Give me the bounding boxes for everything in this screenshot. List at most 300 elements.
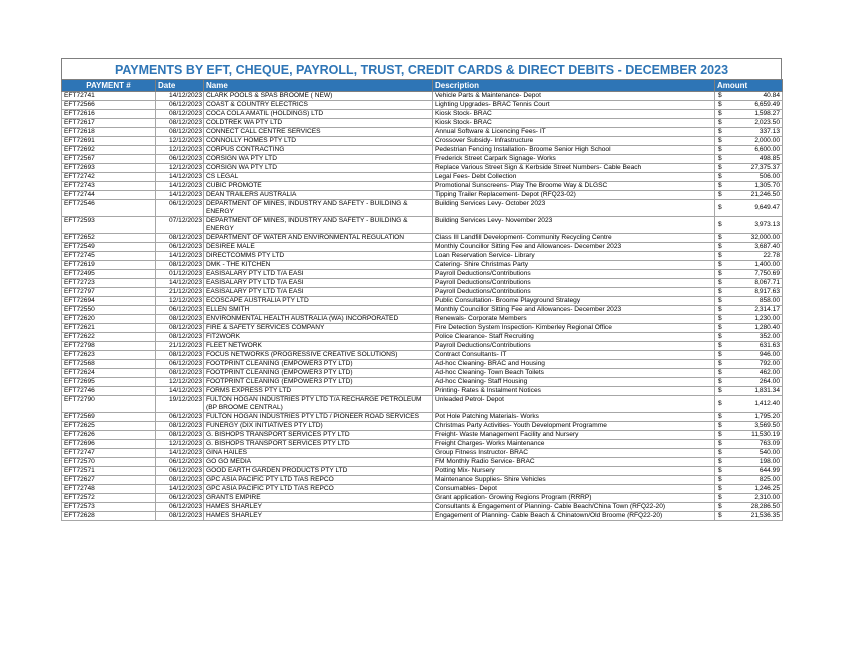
currency-symbol: $ xyxy=(718,173,722,180)
currency-symbol: $ xyxy=(718,306,722,313)
currency-symbol: $ xyxy=(718,458,722,465)
cell-payment-number: EFT72624 xyxy=(62,369,156,378)
table-row xyxy=(62,110,783,119)
currency-symbol: $ xyxy=(718,485,722,492)
cell-amount xyxy=(715,360,783,369)
cell-name: HAMES SHARLEY xyxy=(204,512,433,521)
cell-amount xyxy=(715,476,783,485)
table-row xyxy=(62,315,783,324)
cell-amount xyxy=(715,440,783,449)
currency-symbol: $ xyxy=(718,387,722,394)
cell-description: Kiosk Stock- BRAC xyxy=(433,110,715,119)
cell-description: Grant application- Growing Regions Program (RRRP) xyxy=(433,494,715,503)
cell-amount xyxy=(715,306,783,315)
cell-amount xyxy=(715,155,783,164)
cell-name: FIT2WORK xyxy=(204,333,433,342)
cell-name: CORSIGN WA PTY LTD xyxy=(204,164,433,173)
cell-date: 08/12/2023 xyxy=(156,333,204,342)
cell-amount xyxy=(715,164,783,173)
cell-payment-number: EFT72652 xyxy=(62,234,156,243)
cell-name: FUNERGY (DIX INITIATIVES PTY LTD) xyxy=(204,422,433,431)
cell-payment-number: EFT72619 xyxy=(62,261,156,270)
cell-payment-number: EFT72744 xyxy=(62,191,156,200)
cell-amount xyxy=(715,396,783,413)
cell-payment-number: EFT72692 xyxy=(62,146,156,155)
cell-payment-number: EFT72623 xyxy=(62,351,156,360)
cell-description: Consultants & Engagement of Planning- Cable Beach/China Town (RFQ22-20) xyxy=(433,503,715,512)
page-title: PAYMENTS BY EFT, CHEQUE, PAYROLL, TRUST, CREDIT CARDS & DIRECT DEBITS - DECEMBER 2023 xyxy=(61,58,782,79)
table-row xyxy=(62,270,783,279)
table-row xyxy=(62,182,783,191)
cell-description: Payroll Deductions/Contributions xyxy=(433,270,715,279)
cell-payment-number: EFT72797 xyxy=(62,288,156,297)
amount-value: 858.00 xyxy=(759,297,780,304)
cell-description: FM Monthly Radio Service- BRAC xyxy=(433,458,715,467)
cell-description: Police Clearance- Staff Recruiting xyxy=(433,333,715,342)
cell-date: 08/12/2023 xyxy=(156,234,204,243)
cell-payment-number: EFT72798 xyxy=(62,342,156,351)
cell-payment-number: EFT72626 xyxy=(62,431,156,440)
cell-payment-number: EFT72622 xyxy=(62,333,156,342)
cell-amount xyxy=(715,297,783,306)
currency-symbol: $ xyxy=(718,92,722,99)
table-row xyxy=(62,288,783,297)
currency-symbol: $ xyxy=(718,204,722,211)
cell-description: Contract Consultants- IT xyxy=(433,351,715,360)
amount-value: 22.78 xyxy=(763,252,780,259)
cell-date: 01/12/2023 xyxy=(156,270,204,279)
cell-description: Ad-hoc Cleaning- Staff Housing xyxy=(433,378,715,387)
cell-name: EASISALARY PTY LTD T/A EASI xyxy=(204,288,433,297)
cell-name: ECOSCAPE AUSTRALIA PTY LTD xyxy=(204,297,433,306)
cell-description: Consumables- Depot xyxy=(433,485,715,494)
cell-date: 06/12/2023 xyxy=(156,155,204,164)
amount-value: 1,795.20 xyxy=(754,413,780,420)
payments-sheet xyxy=(61,58,782,521)
table-row xyxy=(62,279,783,288)
cell-description: Replace Various Street Sign & Kerbside Street Numbers- Cable Beach xyxy=(433,164,715,173)
cell-description: Group Fitness Instructor- BRAC xyxy=(433,449,715,458)
cell-name: GOOD EARTH GARDEN PRODUCTS PTY LTD xyxy=(204,467,433,476)
cell-name: GO GO MEDIA xyxy=(204,458,433,467)
table-row xyxy=(62,351,783,360)
cell-name: DMK - THE KITCHEN xyxy=(204,261,433,270)
cell-description: Kiosk Stock- BRAC xyxy=(433,119,715,128)
table-row xyxy=(62,431,783,440)
cell-name: FOOTPRINT CLEANING (EMPOWER3 PTY LTD) xyxy=(204,369,433,378)
cell-payment-number: EFT72743 xyxy=(62,182,156,191)
cell-payment-number: EFT72593 xyxy=(62,217,156,234)
cell-date: 14/12/2023 xyxy=(156,252,204,261)
amount-value: 1,246.25 xyxy=(754,485,780,492)
cell-description: Building Services Levy- November 2023 xyxy=(433,217,715,234)
table-row xyxy=(62,476,783,485)
table-row xyxy=(62,200,783,217)
cell-description: Ad-hoc Cleaning- Town Beach Toilets xyxy=(433,369,715,378)
amount-value: 1,831.34 xyxy=(754,387,780,394)
cell-amount xyxy=(715,101,783,110)
table-row xyxy=(62,467,783,476)
amount-value: 8,917.63 xyxy=(754,288,780,295)
cell-amount xyxy=(715,252,783,261)
cell-date: 07/12/2023 xyxy=(156,217,204,234)
amount-value: 337.13 xyxy=(759,128,780,135)
cell-name: CLARK POOLS & SPAS BROOME ( NEW) xyxy=(204,92,433,101)
cell-amount xyxy=(715,217,783,234)
table-row xyxy=(62,342,783,351)
cell-date: 14/12/2023 xyxy=(156,182,204,191)
currency-symbol: $ xyxy=(718,512,722,519)
currency-symbol: $ xyxy=(718,360,722,367)
cell-payment-number: EFT72748 xyxy=(62,485,156,494)
cell-date: 08/12/2023 xyxy=(156,512,204,521)
amount-value: 2,310.00 xyxy=(754,494,780,501)
table-row xyxy=(62,387,783,396)
table-row xyxy=(62,164,783,173)
table-row xyxy=(62,503,783,512)
cell-description: Pedestrian Fencing Installation- Broome Senior High School xyxy=(433,146,715,155)
cell-date: 08/12/2023 xyxy=(156,324,204,333)
table-row xyxy=(62,252,783,261)
currency-symbol: $ xyxy=(718,315,722,322)
amount-value: 825.00 xyxy=(759,476,780,483)
cell-name: FOOTPRINT CLEANING (EMPOWER3 PTY LTD) xyxy=(204,360,433,369)
amount-value: 27,375.37 xyxy=(750,164,780,171)
cell-amount xyxy=(715,512,783,521)
currency-symbol: $ xyxy=(718,476,722,483)
cell-payment-number: EFT72620 xyxy=(62,315,156,324)
amount-value: 7,750.69 xyxy=(754,270,780,277)
currency-symbol: $ xyxy=(718,467,722,474)
currency-symbol: $ xyxy=(718,297,722,304)
cell-description: Annual Software & Licencing Fees- IT xyxy=(433,128,715,137)
cell-amount xyxy=(715,92,783,101)
cell-date: 19/12/2023 xyxy=(156,396,204,413)
cell-description: Crossover Subsidy- Infrastructure xyxy=(433,137,715,146)
cell-description: Maintenance Supplies- Shire Vehicles xyxy=(433,476,715,485)
cell-date: 08/12/2023 xyxy=(156,431,204,440)
cell-description: Freight Charges- Works Maintenance xyxy=(433,440,715,449)
cell-amount xyxy=(715,351,783,360)
cell-amount xyxy=(715,137,783,146)
cell-date: 08/12/2023 xyxy=(156,261,204,270)
currency-symbol: $ xyxy=(718,324,722,331)
amount-value: 792.00 xyxy=(759,360,780,367)
cell-amount xyxy=(715,261,783,270)
table-row xyxy=(62,155,783,164)
cell-amount xyxy=(715,342,783,351)
cell-name: DESIREE MALE xyxy=(204,243,433,252)
table-row xyxy=(62,146,783,155)
cell-date: 14/12/2023 xyxy=(156,191,204,200)
cell-amount xyxy=(715,458,783,467)
header-date: Date xyxy=(156,80,204,92)
cell-amount xyxy=(715,494,783,503)
cell-amount xyxy=(715,413,783,422)
currency-symbol: $ xyxy=(718,279,722,286)
cell-payment-number: EFT72746 xyxy=(62,387,156,396)
cell-amount xyxy=(715,119,783,128)
cell-name: HAMES SHARLEY xyxy=(204,503,433,512)
amount-value: 506.00 xyxy=(759,173,780,180)
table-row xyxy=(62,494,783,503)
cell-date: 21/12/2023 xyxy=(156,288,204,297)
table-header-row xyxy=(62,80,783,92)
cell-date: 06/12/2023 xyxy=(156,306,204,315)
table-row xyxy=(62,378,783,387)
cell-description: Renewals- Corporate Members xyxy=(433,315,715,324)
cell-date: 14/12/2023 xyxy=(156,173,204,182)
cell-payment-number: EFT72617 xyxy=(62,119,156,128)
cell-payment-number: EFT72621 xyxy=(62,324,156,333)
cell-payment-number: EFT72627 xyxy=(62,476,156,485)
cell-payment-number: EFT72723 xyxy=(62,279,156,288)
table-row xyxy=(62,191,783,200)
currency-symbol: $ xyxy=(718,342,722,349)
amount-value: 6,600.00 xyxy=(754,146,780,153)
currency-symbol: $ xyxy=(718,351,722,358)
table-row xyxy=(62,413,783,422)
table-row xyxy=(62,243,783,252)
cell-payment-number: EFT72741 xyxy=(62,92,156,101)
cell-payment-number: EFT72568 xyxy=(62,360,156,369)
amount-value: 21,246.50 xyxy=(750,191,780,198)
currency-symbol: $ xyxy=(718,101,722,108)
cell-amount xyxy=(715,234,783,243)
amount-value: 3,569.50 xyxy=(754,422,780,429)
cell-amount xyxy=(715,191,783,200)
currency-symbol: $ xyxy=(718,369,722,376)
cell-amount xyxy=(715,182,783,191)
cell-amount xyxy=(715,146,783,155)
currency-symbol: $ xyxy=(718,400,722,407)
cell-description: Pot Hole Patching Materials- Works xyxy=(433,413,715,422)
cell-name: DEAN TRAILERS AUSTRALIA xyxy=(204,191,433,200)
amount-value: 498.85 xyxy=(759,155,780,162)
cell-date: 12/12/2023 xyxy=(156,378,204,387)
table-row xyxy=(62,324,783,333)
cell-date: 14/12/2023 xyxy=(156,92,204,101)
cell-description: Christmas Party Activities- Youth Development Programme xyxy=(433,422,715,431)
amount-value: 198.00 xyxy=(759,458,780,465)
cell-name: COCA COLA AMATIL (HOLDINGS) LTD xyxy=(204,110,433,119)
cell-name: COLDTREK WA PTY LTD xyxy=(204,119,433,128)
cell-name: FIRE & SAFETY SERVICES COMPANY xyxy=(204,324,433,333)
amount-value: 264.00 xyxy=(759,378,780,385)
table-row xyxy=(62,101,783,110)
table-row xyxy=(62,137,783,146)
cell-amount xyxy=(715,467,783,476)
cell-amount xyxy=(715,449,783,458)
cell-payment-number: EFT72550 xyxy=(62,306,156,315)
amount-value: 540.00 xyxy=(759,449,780,456)
cell-payment-number: EFT72693 xyxy=(62,164,156,173)
amount-value: 2,023.50 xyxy=(754,119,780,126)
cell-payment-number: EFT72625 xyxy=(62,422,156,431)
currency-symbol: $ xyxy=(718,155,722,162)
cell-description: Building Services Levy- October 2023 xyxy=(433,200,715,217)
amount-value: 2,000.00 xyxy=(754,137,780,144)
amount-value: 631.63 xyxy=(759,342,780,349)
cell-name: CONNOLLY HOMES PTY LTD xyxy=(204,137,433,146)
amount-value: 8,067.71 xyxy=(754,279,780,286)
table-row xyxy=(62,485,783,494)
cell-amount xyxy=(715,422,783,431)
cell-payment-number: EFT72747 xyxy=(62,449,156,458)
cell-date: 12/12/2023 xyxy=(156,164,204,173)
cell-description: Frederick Street Carpark Signage- Works xyxy=(433,155,715,164)
amount-value: 2,314.17 xyxy=(754,306,780,313)
cell-description: Fire Detection System Inspection- Kimberley Regional Office xyxy=(433,324,715,333)
cell-description: Freight- Waste Management Facility and Nursery xyxy=(433,431,715,440)
currency-symbol: $ xyxy=(718,146,722,153)
cell-amount xyxy=(715,503,783,512)
currency-symbol: $ xyxy=(718,494,722,501)
amount-value: 1,400.00 xyxy=(754,261,780,268)
cell-amount xyxy=(715,369,783,378)
cell-date: 06/12/2023 xyxy=(156,360,204,369)
cell-description: Loan Reservation Service- Library xyxy=(433,252,715,261)
cell-description: Payroll Deductions/Contributions xyxy=(433,279,715,288)
amount-value: 352.00 xyxy=(759,333,780,340)
cell-name: ENVIRONMENTAL HEALTH AUSTRALIA (WA) INCORPORATED xyxy=(204,315,433,324)
cell-description: Legal Fees- Debt Collection xyxy=(433,173,715,182)
cell-amount xyxy=(715,270,783,279)
currency-symbol: $ xyxy=(718,243,722,250)
currency-symbol: $ xyxy=(718,288,722,295)
cell-name: G. BISHOPS TRANSPORT SERVICES PTY LTD xyxy=(204,431,433,440)
cell-amount xyxy=(715,279,783,288)
currency-symbol: $ xyxy=(718,378,722,385)
table-row xyxy=(62,396,783,413)
amount-value: 6,659.49 xyxy=(754,101,780,108)
cell-amount xyxy=(715,324,783,333)
cell-amount xyxy=(715,128,783,137)
cell-payment-number: EFT72628 xyxy=(62,512,156,521)
table-row xyxy=(62,173,783,182)
currency-symbol: $ xyxy=(718,164,722,171)
cell-payment-number: EFT72495 xyxy=(62,270,156,279)
currency-symbol: $ xyxy=(718,191,722,198)
currency-symbol: $ xyxy=(718,252,722,259)
cell-description: Tipping Trailer Replacement- Depot (RFQ23-02) xyxy=(433,191,715,200)
cell-payment-number: EFT72695 xyxy=(62,378,156,387)
header-description: Description xyxy=(433,80,715,92)
cell-payment-number: EFT72742 xyxy=(62,173,156,182)
cell-description: Catering- Shire Christmas Party xyxy=(433,261,715,270)
table-body xyxy=(62,92,783,521)
cell-payment-number: EFT72572 xyxy=(62,494,156,503)
table-row xyxy=(62,261,783,270)
cell-name: FULTON HOGAN INDUSTRIES PTY LTD / PIONEER ROAD SERVICES xyxy=(204,413,433,422)
cell-name: G. BISHOPS TRANSPORT SERVICES PTY LTD xyxy=(204,440,433,449)
amount-value: 763.09 xyxy=(759,440,780,447)
cell-description: Lighting Upgrades- BRAC Tennis Court xyxy=(433,101,715,110)
cell-description: Promotional Sunscreens- Play The Broome Way & DLGSC xyxy=(433,182,715,191)
cell-amount xyxy=(715,173,783,182)
amount-value: 1,230.00 xyxy=(754,315,780,322)
amount-value: 32,000.00 xyxy=(750,234,780,241)
cell-name: FOOTPRINT CLEANING (EMPOWER3 PTY LTD) xyxy=(204,378,433,387)
table-row xyxy=(62,92,783,101)
amount-value: 11,530.19 xyxy=(751,431,780,438)
cell-payment-number: EFT72570 xyxy=(62,458,156,467)
currency-symbol: $ xyxy=(718,261,722,268)
cell-name: GRANTS EMPIRE xyxy=(204,494,433,503)
cell-payment-number: EFT72696 xyxy=(62,440,156,449)
amount-value: 3,687.40 xyxy=(754,243,780,250)
cell-date: 08/12/2023 xyxy=(156,110,204,119)
currency-symbol: $ xyxy=(718,440,722,447)
table-row xyxy=(62,369,783,378)
cell-name: DEPARTMENT OF WATER AND ENVIRONMENTAL REGULATION xyxy=(204,234,433,243)
cell-date: 12/12/2023 xyxy=(156,297,204,306)
cell-date: 14/12/2023 xyxy=(156,485,204,494)
cell-name: GINA HAILES xyxy=(204,449,433,458)
cell-name: DEPARTMENT OF MINES, INDUSTRY AND SAFETY - BUILDING & ENERGY xyxy=(204,217,433,234)
cell-name: EASISALARY PTY LTD T/A EASI xyxy=(204,270,433,279)
cell-name: EASISALARY PTY LTD T/A EASI xyxy=(204,279,433,288)
cell-name: ELLEN SMITH xyxy=(204,306,433,315)
cell-payment-number: EFT72566 xyxy=(62,101,156,110)
cell-date: 06/12/2023 xyxy=(156,494,204,503)
table-row xyxy=(62,297,783,306)
cell-date: 08/12/2023 xyxy=(156,128,204,137)
cell-date: 06/12/2023 xyxy=(156,458,204,467)
cell-description: Class III Landfill Development- Community Recycling Centre xyxy=(433,234,715,243)
cell-payment-number: EFT72618 xyxy=(62,128,156,137)
currency-symbol: $ xyxy=(718,110,722,117)
cell-payment-number: EFT72569 xyxy=(62,413,156,422)
currency-symbol: $ xyxy=(718,431,722,438)
cell-amount xyxy=(715,387,783,396)
cell-date: 06/12/2023 xyxy=(156,200,204,217)
table-row xyxy=(62,440,783,449)
table-row xyxy=(62,449,783,458)
cell-name: CS LEGAL xyxy=(204,173,433,182)
cell-description: Monthly Councillor Sitting Fee and Allowances- December 2023 xyxy=(433,243,715,252)
header-name: Name xyxy=(204,80,433,92)
cell-description: Payroll Deductions/Contributions xyxy=(433,342,715,351)
amount-value: 1,412.40 xyxy=(754,400,780,407)
cell-amount xyxy=(715,431,783,440)
currency-symbol: $ xyxy=(718,449,722,456)
cell-amount xyxy=(715,288,783,297)
cell-name: COAST & COUNTRY ELECTRICS xyxy=(204,101,433,110)
currency-symbol: $ xyxy=(718,422,722,429)
cell-date: 08/12/2023 xyxy=(156,351,204,360)
cell-name: CONNECT CALL CENTRE SERVICES xyxy=(204,128,433,137)
currency-symbol: $ xyxy=(718,270,722,277)
table-row xyxy=(62,306,783,315)
cell-description: Printing- Rates & Instalment Notices xyxy=(433,387,715,396)
cell-date: 06/12/2023 xyxy=(156,503,204,512)
cell-amount xyxy=(715,333,783,342)
currency-symbol: $ xyxy=(718,503,722,510)
table-row xyxy=(62,128,783,137)
cell-date: 21/12/2023 xyxy=(156,342,204,351)
cell-name: FOCUS NETWORKS (PROGRESSIVE CREATIVE SOLUTIONS) xyxy=(204,351,433,360)
cell-description: Vehicle Parts & Maintenance- Depot xyxy=(433,92,715,101)
amount-value: 1,305.70 xyxy=(754,182,780,189)
cell-payment-number: EFT72549 xyxy=(62,243,156,252)
cell-date: 08/12/2023 xyxy=(156,422,204,431)
cell-date: 06/12/2023 xyxy=(156,467,204,476)
currency-symbol: $ xyxy=(718,221,722,228)
cell-description: Payroll Deductions/Contributions xyxy=(433,288,715,297)
amount-value: 3,973.13 xyxy=(754,221,780,228)
cell-payment-number: EFT72573 xyxy=(62,503,156,512)
